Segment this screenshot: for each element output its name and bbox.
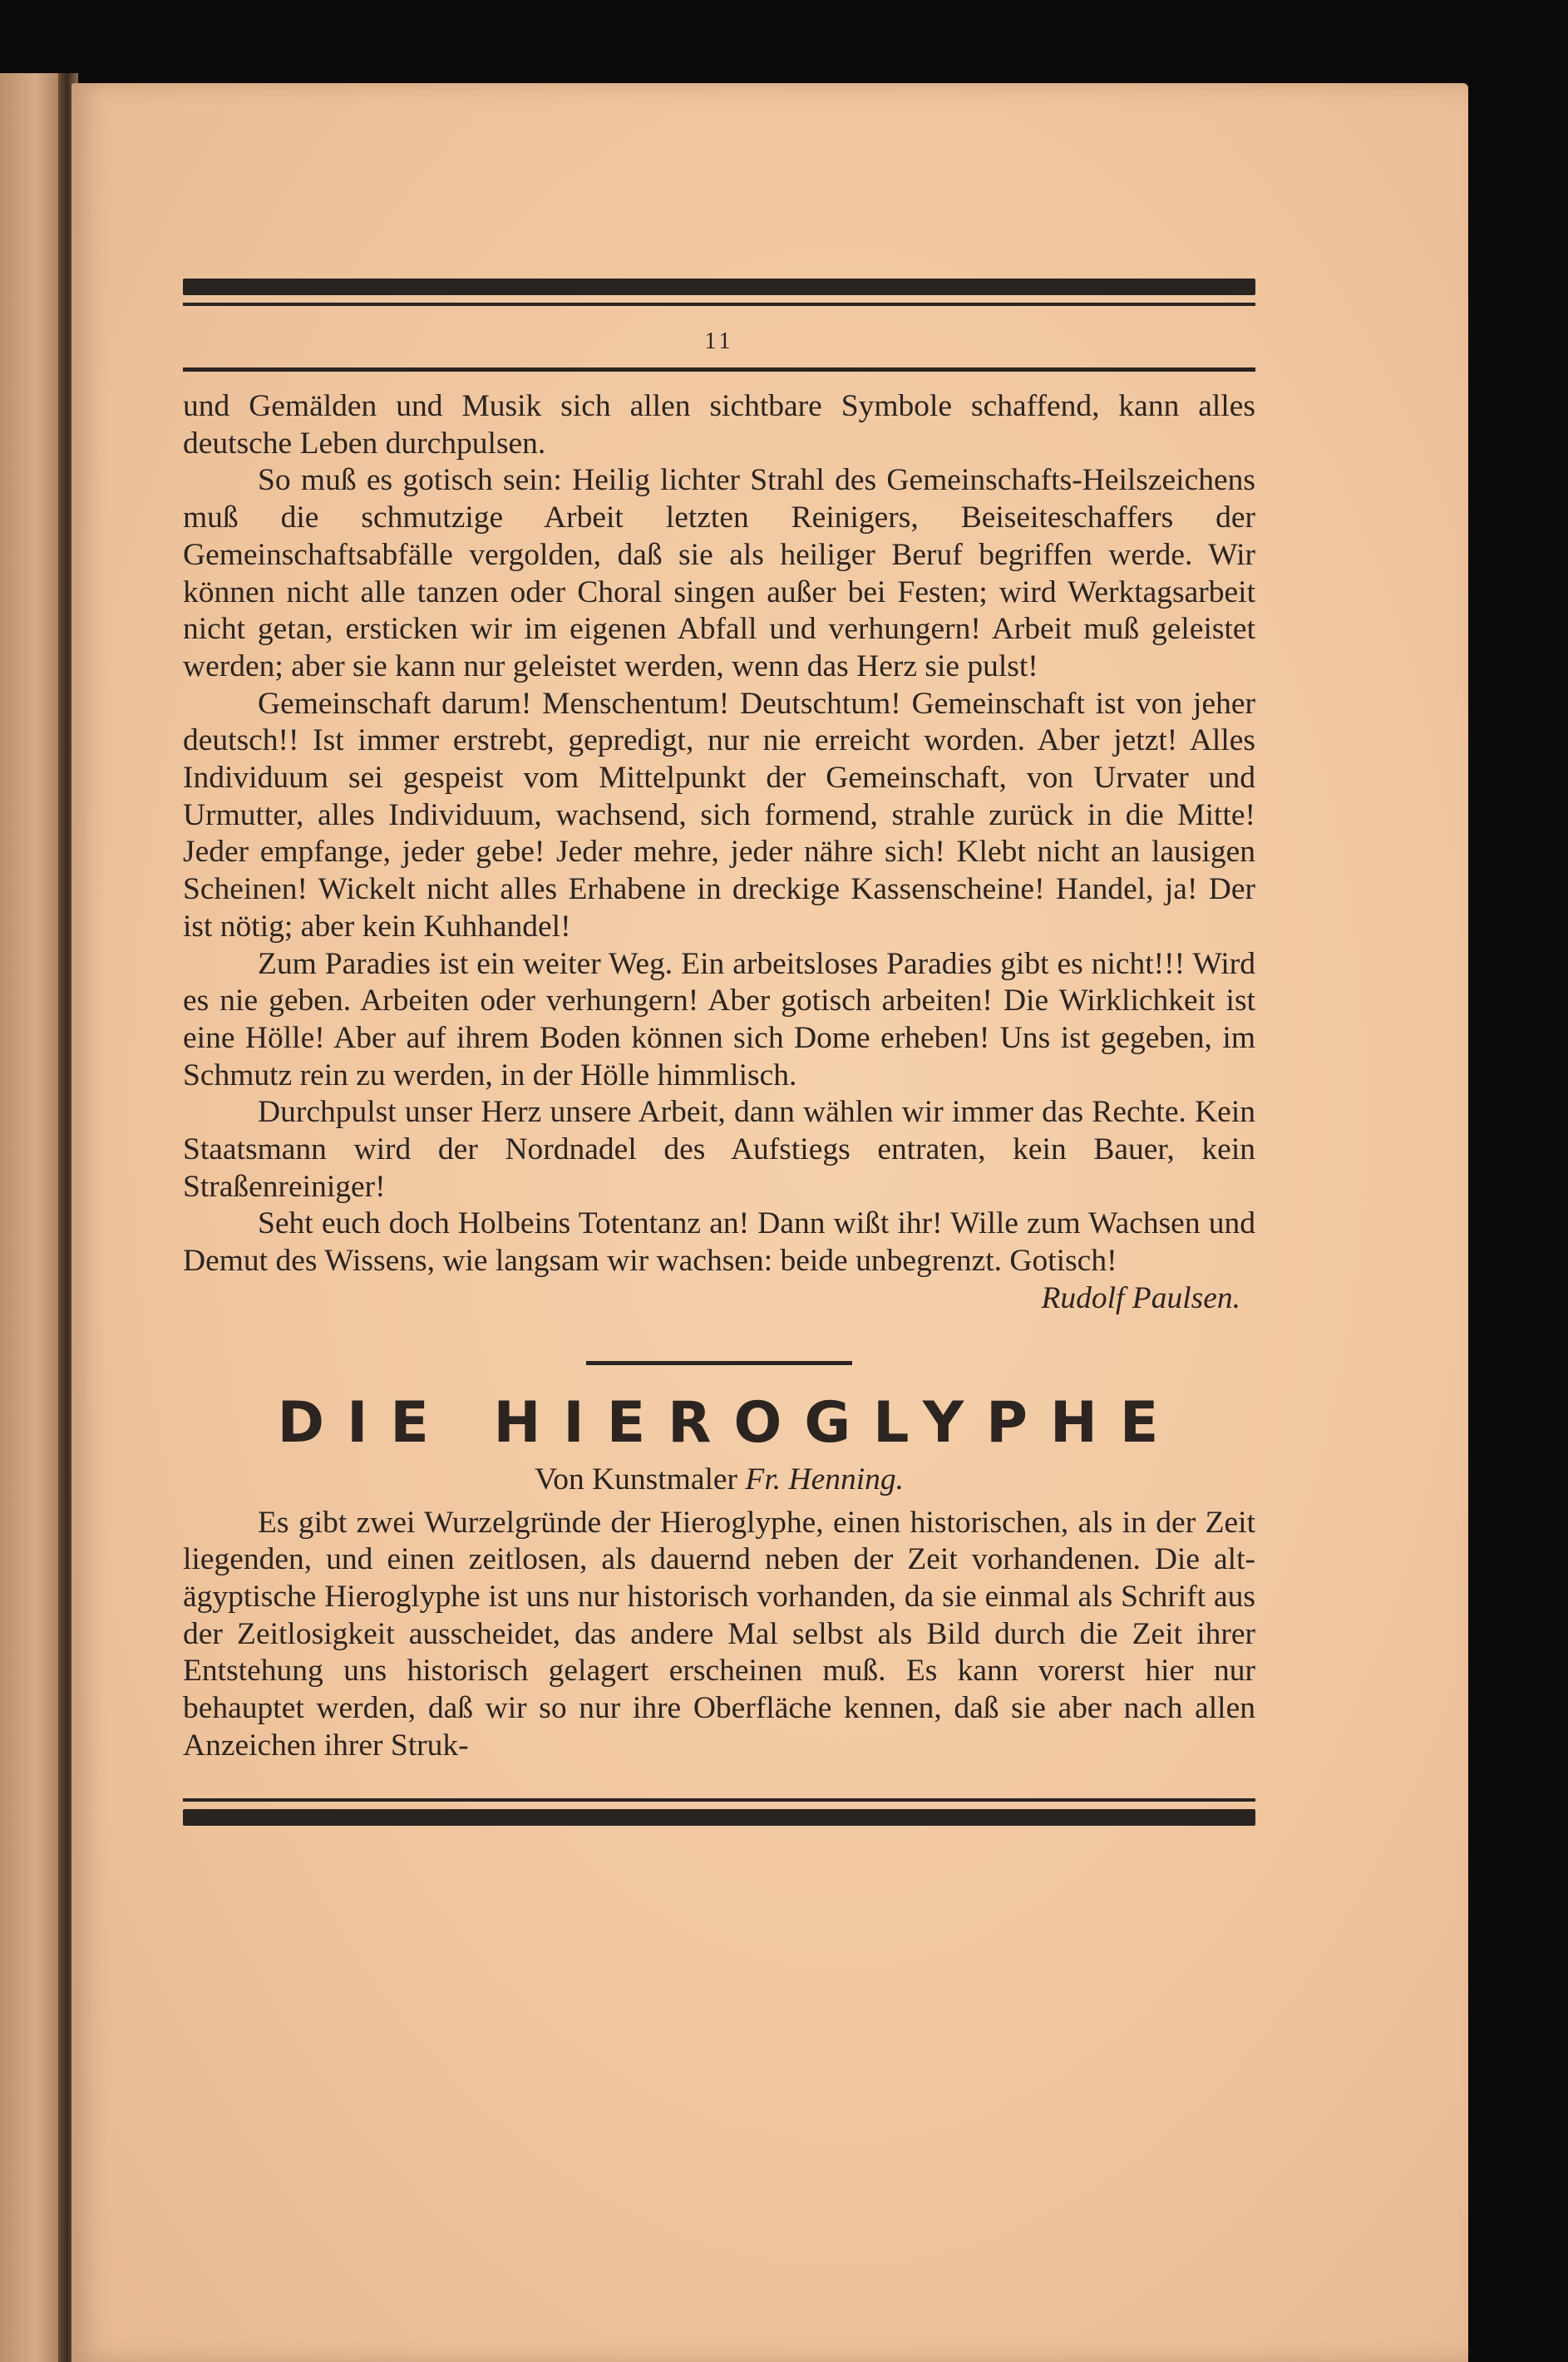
article-paragraph: So muß es gotisch sein: Heilig lichter Strahl des Gemeinschafts-Heilszeichens muß die schmutzige Arbeit letzten Reinigers, Beiseiteschaffers der Gemeinschaftsabfälle vergolden, daß sie als heiliger Beruf begriffen werde. Wir können nicht alle tanzen oder Choral singen außer bei Festen; wird Werktagsarbeit nicht getan, ersticken wir im eigenen Abfall und verhungern! Arbeit muß geleistet werden; aber sie kann nur geleistet werden, wenn das Herz sie pulst! [183, 463, 1255, 683]
footer-rule-thick [183, 1809, 1255, 1826]
article-paragraph: Zum Paradies ist ein weiter Weg. Ein arbeitsloses Paradies gibt es nicht!!! Wird es nie geben. Arbeiten oder verhungern! Aber gotisch arbeiten! Die Wirklichkeit ist eine Hölle! Aber auf ihrem Boden können sich Dome erheben! Uns ist gegeben, im Schmutz rein zu werden, in der Hölle himmlisch. [183, 946, 1255, 1092]
page-number: 11 [704, 328, 734, 354]
article-paragraph: Gemeinschaft darum! Menschentum! Deutschtum! Gemeinschaft ist von jeher deutsch!! Ist immer erstrebt, gepredigt, nur nie erreicht worden. Aber jetzt! Alles Individuum sei gespeist vom Mittelpunkt der Gemeinschaft, von Urvater und Urmutter, alles Individuum, wachsend, sich formend, strahle zurück in die Mitte! Jeder empfange, jeder gebe! Jeder mehre, jeder nähre sich! Klebt nicht an lausigen Scheinen! Wickelt nicht alles Erhabene in dreckige Kassenscheine! Handel, ja! Der ist nötig; aber kein Kuhhandel! [183, 686, 1255, 944]
article-paragraph: und Gemälden und Musik sich allen sichtbare Symbole schaffend, kann alles deutsche Leben durchpulsen. [183, 389, 1255, 461]
byline-prefix: Von Kunstmaler [534, 1462, 738, 1497]
byline [183, 1462, 1255, 1498]
byline-author: Fr. Henning. [745, 1462, 905, 1497]
left-page-edge [0, 73, 65, 2362]
author-signature: Rudolf Paulsen. [1041, 1280, 1240, 1315]
page-content [183, 279, 1255, 1826]
footer-rule-thin [183, 1798, 1255, 1802]
article-final-paragraph [183, 1206, 1255, 1317]
final-paragraph-text: Seht euch doch Holbeins Totentanz an! Dann wißt ihr! Wille zum Wachsen und Demut des Wissens, wie langsam wir wachsen: beide unbegrenzt. Gotisch! [183, 1206, 1255, 1279]
header-rule-thick [183, 279, 1255, 295]
paulsen-article [183, 388, 1255, 1318]
article-paragraph: Durchpulst unser Herz unsere Arbeit, dann wählen wir immer das Rechte. Kein Staatsmann wird der Nordnadel des Aufstiegs entraten, kein Bauer, kein Straßenreiniger! [183, 1095, 1255, 1204]
hieroglyphe-article [183, 1505, 1255, 1765]
section-separator [586, 1361, 852, 1365]
article-paragraph: Es gibt zwei Wurzelgründe der Hieroglyphe, einen historischen, als in der Zeit liegenden, und einen zeitlosen, als dauernd neben der Zeit vorhandenen. Die alt-ägyptische Hieroglyphe ist uns nur historisch vorhanden, da sie einmal als Schrift aus der Zeitlosigkeit ausscheidet, das andere Mal selbst als Bild durch die Zeit ihrer Entstehung uns historisch gelagert erscheinen muß. Es kann vorerst hier nur behauptet werden, daß wir so nur ihre Oberfläche kennen, daß sie aber nach allen Anzeichen ihrer Struk- [183, 1505, 1255, 1763]
header-rule-thin [183, 303, 1255, 306]
section-title: DIE HIEROGLYPHE [277, 1389, 1181, 1456]
page-number-rule [183, 367, 1255, 372]
